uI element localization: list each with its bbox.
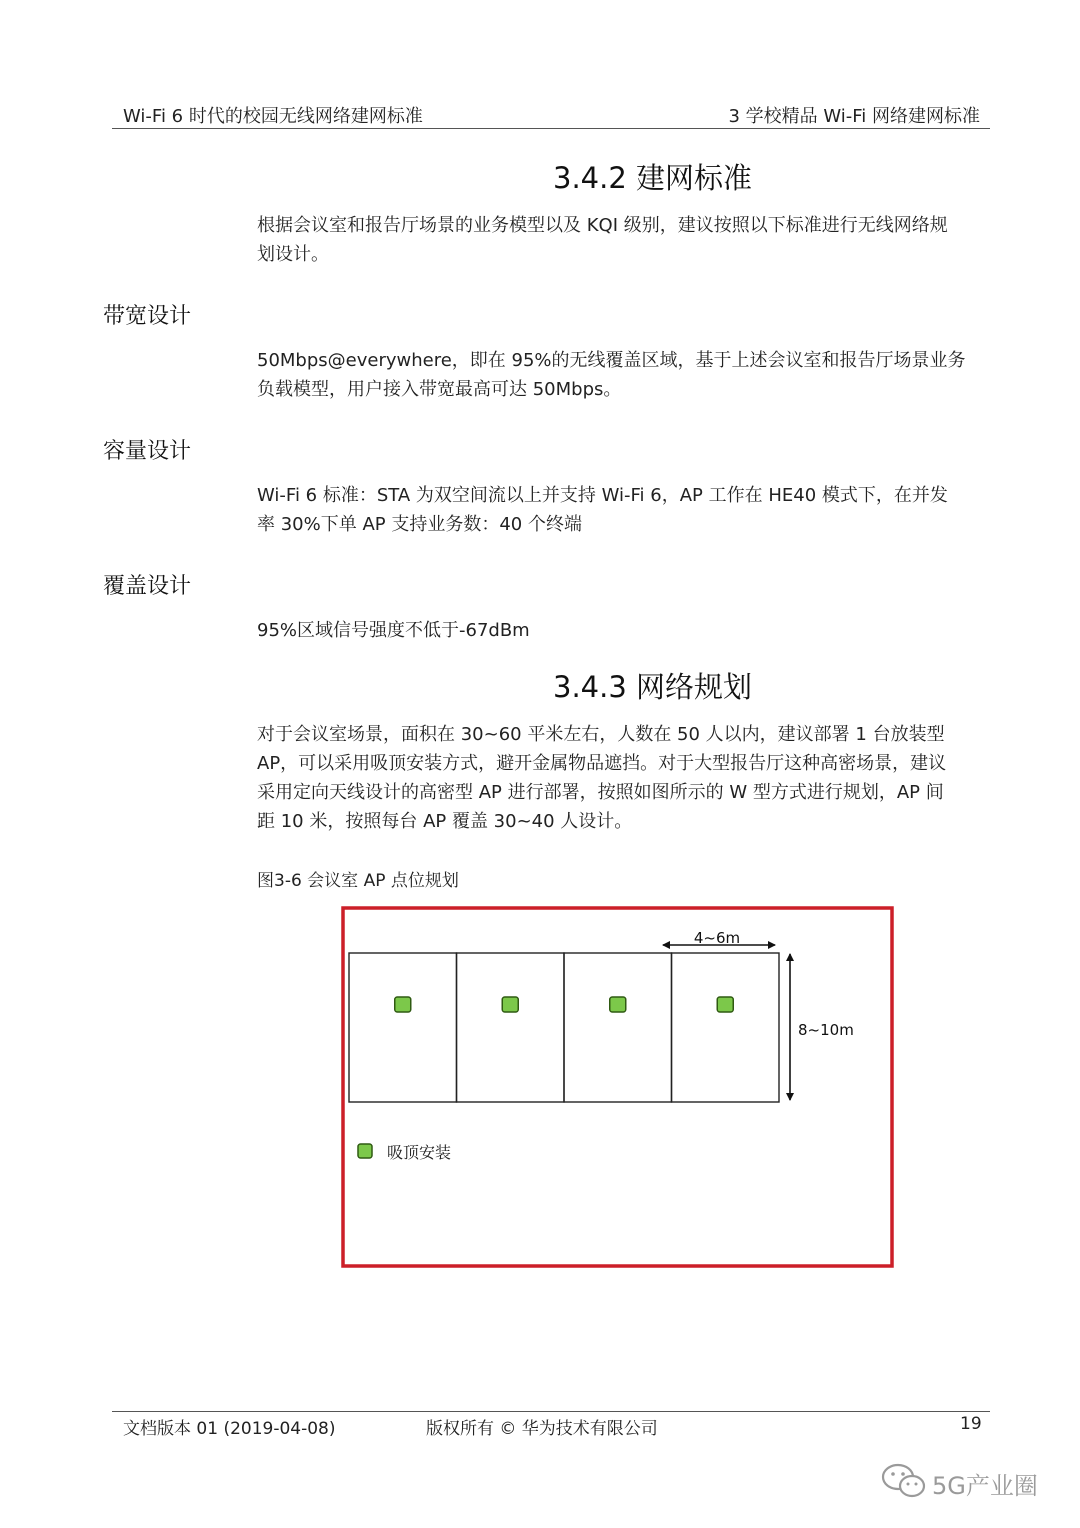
paragraph-line: 率 30%下单 AP 支持业务数：40 个终端 [257, 514, 582, 535]
watermark-text: 5G产业圈 [932, 1472, 1038, 1500]
section-title-3-4-3: 3.4.3 网络规划 [553, 670, 753, 704]
paragraph-line: 负载模型，用户接入带宽最高可达 50Mbps。 [257, 379, 622, 400]
footer-copyright: 版权所有 © 华为技术有限公司 [426, 1419, 658, 1439]
heading-coverage: 覆盖设计 [103, 574, 192, 599]
legend-label: 吸顶安装 [387, 1143, 452, 1162]
header-doc-title: Wi-Fi 6 时代的校园无线网络建网标准 [123, 106, 423, 127]
ap-marker [717, 997, 733, 1012]
heading-capacity: 容量设计 [103, 439, 192, 464]
header-rule [112, 128, 990, 129]
capacity-paragraph [257, 481, 979, 539]
ap-layout-figure [341, 906, 894, 1268]
footer-page-number: 19 [960, 1414, 982, 1434]
paragraph-line: Wi-Fi 6 标准：STA 为双空间流以上并支持 Wi-Fi 6，AP 工作在 HE40 模式下，在并发 [257, 485, 948, 506]
wechat-icon [880, 1462, 928, 1500]
header-chapter: 3 学校精品 Wi-Fi 网络建网标准 [728, 106, 980, 127]
paragraph-line: AP，可以采用吸顶安装方式，避开金属物品遮挡。对于大型报告厅这种高密场景，建议 [257, 753, 947, 774]
legend-ap-swatch [358, 1144, 372, 1158]
coverage-paragraph [257, 616, 979, 645]
figure-caption: 图3-6 会议室 AP 点位规划 [257, 871, 459, 891]
depth-dimension-label: 8~10m [798, 1021, 854, 1039]
section-3-4-3-paragraph [257, 720, 979, 836]
paragraph-line: 95%区域信号强度不低于-67dBm [257, 620, 530, 641]
ap-marker [502, 997, 518, 1012]
paragraph-line: 50Mbps@everywhere，即在 95%的无线覆盖区域，基于上述会议室和报告厅场景业务 [257, 350, 966, 371]
paragraph-line: 距 10 米，按照每台 AP 覆盖 30~40 人设计。 [257, 811, 633, 832]
heading-bandwidth: 带宽设计 [103, 304, 192, 329]
paragraph-line: 划设计。 [257, 244, 329, 265]
footer-version: 文档版本 01 (2019-04-08) [123, 1419, 336, 1439]
section-title-3-4-2: 3.4.2 建网标准 [553, 161, 753, 195]
paragraph-line: 对于会议室场景，面积在 30~60 平米左右，人数在 50 人以内，建议部署 1 台放装型 [257, 724, 945, 745]
paragraph-line: 根据会议室和报告厅场景的业务模型以及 KQI 级别，建议按照以下标准进行无线网络规 [257, 215, 948, 236]
section-3-4-2-intro [257, 211, 979, 269]
width-dimension-label: 4~6m [693, 929, 741, 947]
ap-marker [395, 997, 411, 1012]
footer-rule [112, 1411, 990, 1412]
bandwidth-paragraph [257, 346, 979, 404]
ap-marker [610, 997, 626, 1012]
figure-frame [343, 908, 892, 1266]
paragraph-line: 采用定向天线设计的高密型 AP 进行部署，按照如图所示的 W 型方式进行规划，AP 间 [257, 782, 944, 803]
